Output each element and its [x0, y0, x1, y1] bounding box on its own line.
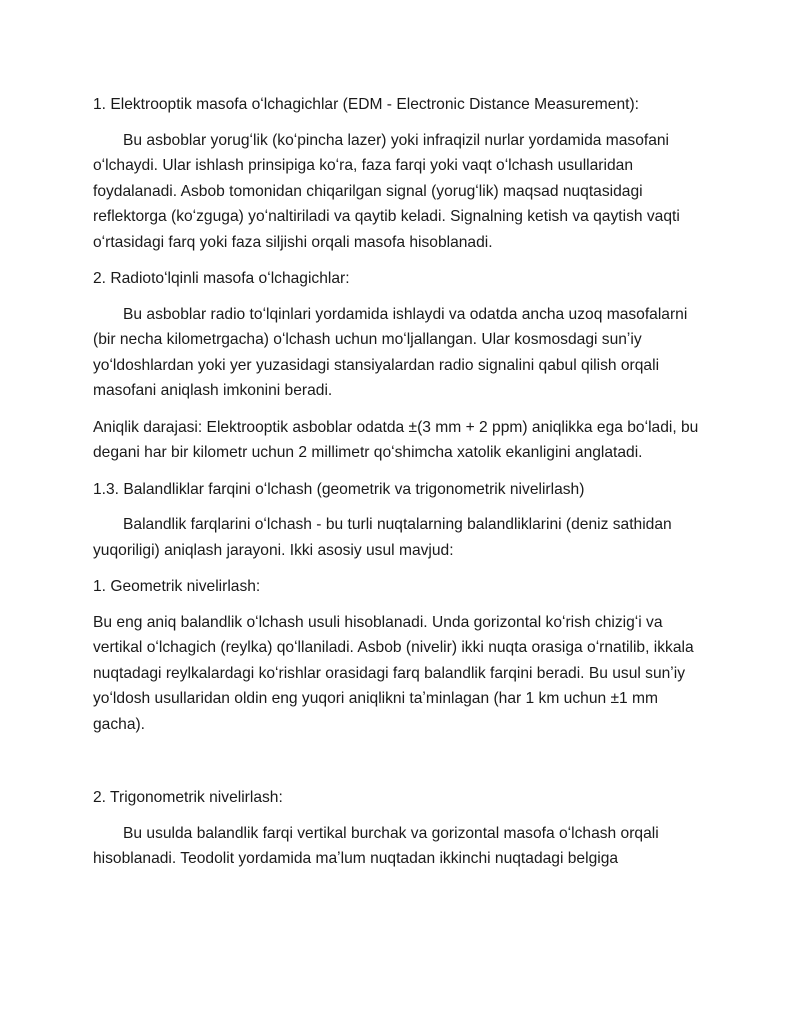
paragraph-trigonometric-description: Bu usulda balandlik farqi vertikal burchak va gorizontal masofa oʻlchash orqali hisoblanadi. Teodolit yordamida maʼlum nuqtadan ikkinchi nuqtadagi belgiga: [93, 824, 659, 867]
section-heading-height-difference: 1.3. Balandliklar farqini oʻlchash (geometrik va trigonometrik nivelirlash): [93, 480, 585, 498]
section-heading-edm: 1. Elektrooptik masofa oʻlchagichlar (EDM - Electronic Distance Measurement):: [93, 96, 639, 113]
paragraph-geometric-description: Bu eng aniq balandlik oʻlchash usuli hisoblanadi. Unda gorizontal koʻrish chizigʻi va vertikal oʻlchagich (reylka) qoʻllaniladi. Asbob (nivelir) ikki nuqta orasiga oʻrnatilib, ikkala nuqtadagi reylkalardagi koʻrishlar orasidagi farq balandlik farqini beradi. Bu usul sunʼiy yoʻldosh usullaridan oldin eng yuqori aniqlikni taʼminlagan (har 1 km uchun ±1 mm gacha).: [93, 613, 694, 733]
paragraph-edm-description: Bu asboblar yorugʻlik (koʻpincha lazer) yoki infraqizil nurlar yordamida masofani oʻlchaydi. Ular ishlash prinsipiga koʻra, faza farqi yoki vaqt oʻlchash usullaridan foydalanadi. Asbob tomonidan chiqarilgan signal (yorugʻlik) maqsad nuqtasidagi reflektorga (koʻzguga) yoʻnaltiriladi va qaytib keladi. Signalning ketish va qaytish vaqti oʻrtasidagi farq yoki faza siljishi orqali masofa hisoblanadi.: [93, 131, 680, 251]
document-body: [93, 92, 713, 883]
section-heading-radio: 2. Radiotoʻlqinli masofa oʻlchagichlar:: [93, 270, 350, 287]
paragraph-accuracy: Aniqlik darajasi: Elektrooptik asboblar odatda ±(3 mm + 2 ppm) aniqlikka ega boʻladi, bu degani har bir kilometr uchun 2 millimetr qoʻshimcha xatolik ekanligini anglatadi.: [93, 418, 699, 461]
paragraph-height-intro: Balandlik farqlarini oʻlchash - bu turli nuqtalarning balandliklarini (deniz sathidan yuqoriligi) aniqlash jarayoni. Ikki asosiy usul mavjud:: [93, 516, 672, 559]
section-heading-geometric: 1. Geometrik nivelirlash:: [93, 578, 261, 595]
section-heading-trigonometric: 2. Trigonometrik nivelirlash:: [93, 789, 283, 806]
paragraph-radio-description: Bu asboblar radio toʻlqinlari yordamida ishlaydi va odatda ancha uzoq masofalarni (bir necha kilometrgacha) oʻlchash uchun moʻljallangan. Ular kosmosdagi sunʼiy yoʻldoshlardan yoki yer yuzasidagi stansiyalardan radio signalini qabul qilish orqali masofani aniqlash imkonini beradi.: [93, 305, 688, 399]
